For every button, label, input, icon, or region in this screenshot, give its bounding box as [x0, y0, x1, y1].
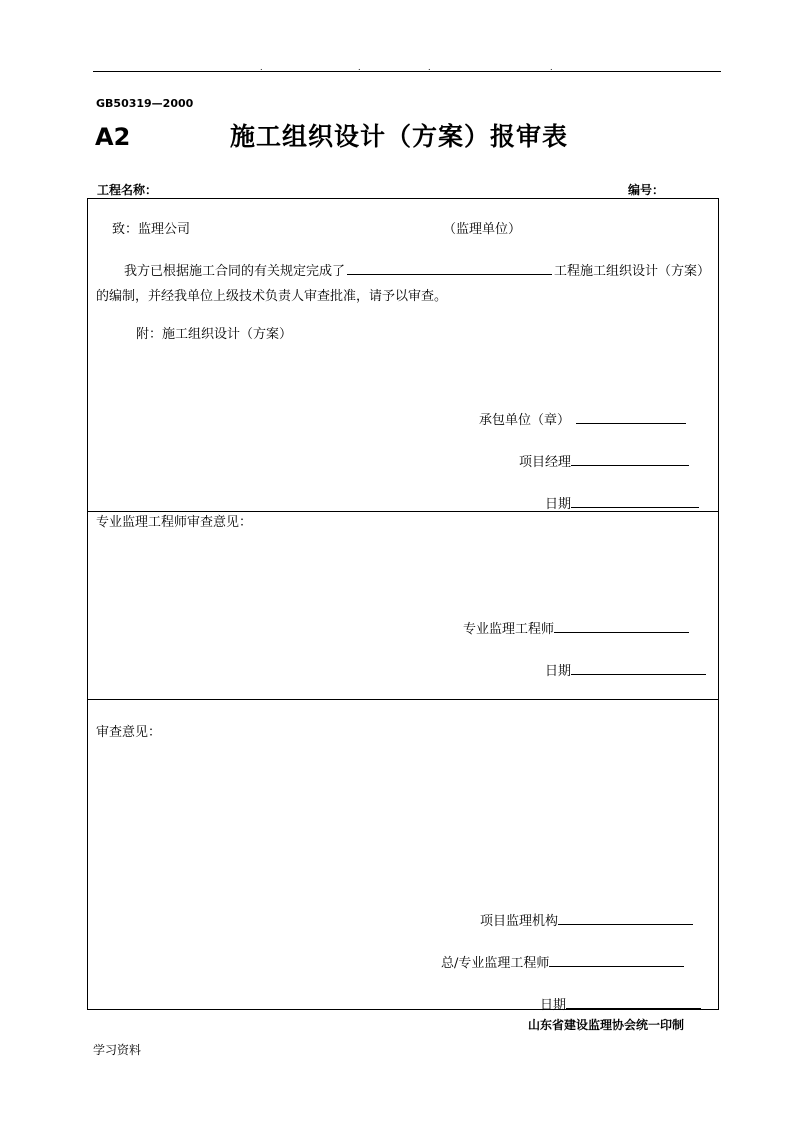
engineer-review-heading: 专业监理工程师审查意见： [96, 515, 253, 530]
contractor-field[interactable] [576, 409, 686, 424]
standard-code: GB50319—2000 [96, 97, 194, 110]
contractor-seal-row [479, 409, 686, 430]
body-text-part1: 我方已根据施工合同的有关规定完成了 [124, 264, 346, 279]
date-row [545, 493, 699, 514]
supervision-org-label: 项目监理机构 [480, 914, 559, 929]
project-manager-label: 项目经理 [519, 455, 572, 470]
project-manager-field[interactable] [571, 451, 689, 466]
header-dot: . [550, 63, 553, 72]
supervision-org-field[interactable] [558, 910, 693, 925]
engineer-label: 专业监理工程师 [463, 622, 555, 637]
review-opinion-heading: 审查意见： [96, 725, 162, 740]
date-label: 日期 [540, 998, 567, 1013]
attachment-label: 附：施工组织设计（方案） [136, 327, 293, 342]
header-rule [93, 71, 721, 72]
form-code: A2 [95, 123, 131, 151]
section-divider [87, 699, 719, 700]
footer-note: 学习资料 [93, 1043, 142, 1057]
date-label: 日期 [545, 664, 572, 679]
header-dot: . [428, 63, 431, 72]
supervision-org-row [480, 910, 693, 931]
date-label: 日期 [545, 497, 572, 512]
form-table [87, 198, 719, 1010]
project-name-field[interactable] [347, 260, 552, 275]
project-manager-row [519, 451, 689, 472]
engineer-row [463, 618, 689, 639]
date-row [545, 660, 706, 681]
date-field[interactable] [566, 994, 701, 1009]
contractor-label: 承包单位（章） [479, 413, 571, 428]
date-field[interactable] [571, 493, 699, 508]
supervision-unit-label: （监理单位） [443, 222, 522, 237]
date-row [540, 994, 701, 1015]
engineer-field[interactable] [554, 618, 689, 633]
project-name-label: 工程名称： [97, 183, 158, 197]
chief-engineer-row [441, 952, 684, 973]
header-dot: . [260, 63, 263, 72]
chief-engineer-label: 总/专业监理工程师 [441, 956, 550, 971]
publisher-footer: 山东省建设监理协会统一印制 [528, 1018, 685, 1032]
chief-engineer-field[interactable] [549, 952, 684, 967]
addressee-label: 致：监理公司 [112, 222, 191, 237]
submission-paragraph [96, 259, 706, 309]
body-text-part2: 工程施工组织设计（方案）的编制，并经我单位上级技术负责人审查批准，请予以审查。 [96, 264, 704, 304]
form-title: 施工组织设计（方案）报审表 [230, 122, 569, 151]
header-dot: . [358, 63, 361, 72]
serial-number-label: 编号： [628, 183, 665, 197]
date-field[interactable] [571, 660, 706, 675]
